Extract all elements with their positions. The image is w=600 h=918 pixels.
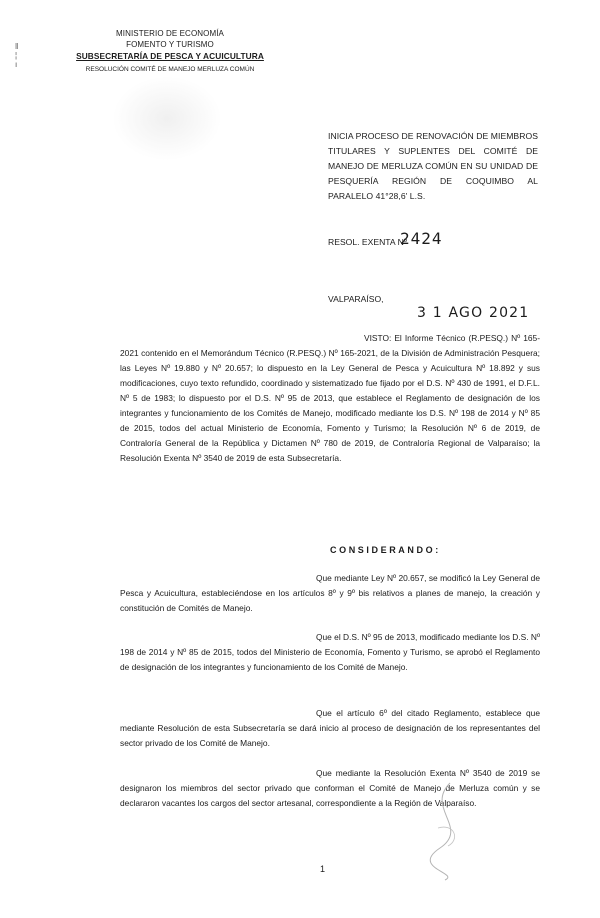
faded-stamp (112, 76, 222, 161)
header-ministry-2: FOMENTO Y TURISMO (126, 40, 214, 49)
visto-paragraph: VISTO: El Informe Técnico (R.PESQ.) Nº 165-2021 contenido en el Memorándum Técnico (R.PESQ.) Nº 165-2021, de la División de Administración Pesquera; las Leyes Nº 19.880 y Nº 20.657; lo dispuesto en la Ley General de Pesca y Acuicultura Nº 18.892 y sus modificaciones, cuyo texto refundido, coordinado y sistematizado fue fijado por el D.S. Nº 430 de 1991, el D.F.L. Nº 5 de 1983; lo dispuesto por el D.S. Nº 95 de 2013, que establece el Reglamento de designación de los integrantes y funcionamiento de los Comités de Manejo, modificado mediante los D.S. Nº 198 de 2014 y Nº 85 de 2015, todos del actual Ministerio de Economía, Fomento y Turismo; la Resolución Nº 6 de 2019, de Contraloría General de la República y Dictamen Nº 780 de 2019, de Contraloría Regional de Valparaíso; la Resolución Exenta Nº 3540 de 2019 de esta Subsecretaría. (120, 333, 540, 463)
header-subsecretaria: SUBSECRETARÍA DE PESCA Y ACUICULTURA (76, 51, 264, 61)
margin-mark: ‖ ¦ ı (15, 42, 19, 69)
page-number: 1 (320, 864, 326, 874)
signature-mark (410, 768, 490, 888)
resolution-label: RESOL. EXENTA Nº (328, 237, 407, 247)
date-stamp: 3 1 AGO 2021 (417, 305, 530, 321)
considerando-2: Que el D.S. Nº 95 de 2013, modificado mediante los D.S. Nº 198 de 2014 y Nº 85 de 2015, todos del Ministerio de Economía, Fomento y Turismo, se aprobó el Reglamento de designación de los integrantes y funcionamiento de los Comité de Manejo. (120, 632, 540, 672)
considerando-heading: CONSIDERANDO: (330, 545, 441, 555)
header-resol-line: RESOLUCIÓN COMITÉ DE MANEJO MERLUZA COMÚN (85, 66, 255, 73)
considerando-4: Que mediante la Resolución Exenta Nº 3540 de 2019 se designaron los miembros del sector privado que conforman el Comité de Manejo de Merluza común y se declararon vacantes los cargos del sector artesanal, correspondiente a la Región de Valparaíso. (120, 768, 540, 808)
considerando-3: Que el artículo 6º del citado Reglamento, establece que mediante Resolución de esta Subsecretaría se dará inicio al proceso de designación de los representantes del sector privado de los Comité de Manejo. (120, 708, 540, 748)
place: VALPARAÍSO, (328, 294, 384, 304)
resolution-number: 2424 (400, 229, 443, 248)
document-title: INICIA PROCESO DE RENOVACIÓN DE MIEMBROS TITULARES Y SUPLENTES DEL COMITÉ DE MANEJO DE MERLUZA COMÚN EN SU UNIDAD DE PESQUERÍA REGIÓN DE COQUIMBO AL PARALELO 41°28,6' L.S. (328, 131, 538, 201)
header-ministry: MINISTERIO DE ECONOMÍA (116, 29, 224, 38)
considerando-1: Que mediante Ley Nº 20.657, se modificó la Ley General de Pesca y Acuicultura, estableciéndose en los artículos 8º y 9º bis relativos a planes de manejo, la creación y constitución de Comités de Manejo. (120, 573, 540, 613)
